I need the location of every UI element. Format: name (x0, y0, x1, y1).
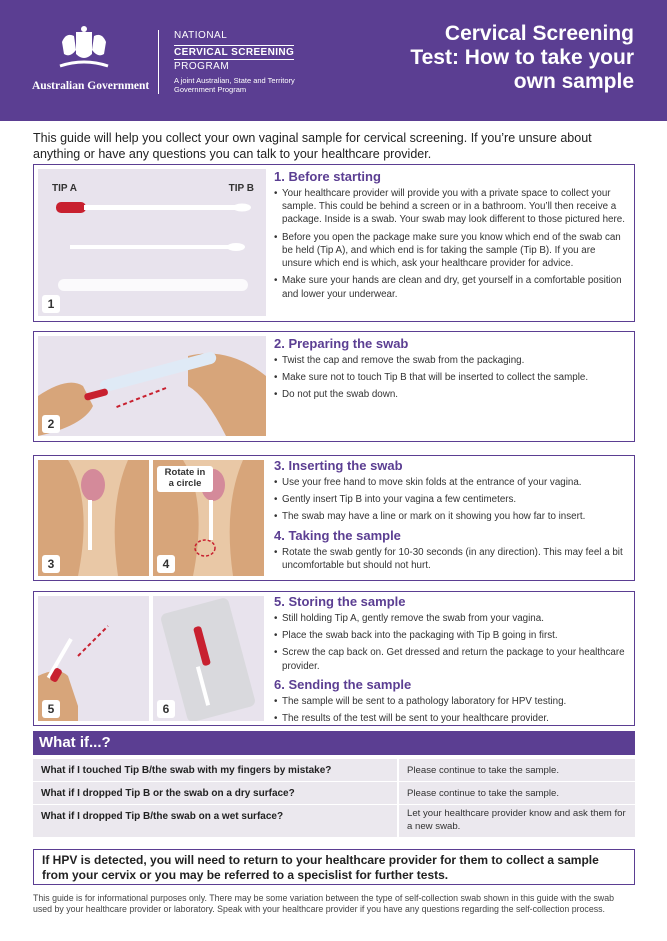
coat-of-arms-icon (54, 24, 114, 74)
page-title: Cervical Screening Test: How to take your own sample (410, 22, 634, 94)
whatif-heading: What if...? (33, 731, 635, 755)
step-5-6-panel (33, 591, 635, 726)
step-2-illustration (38, 336, 266, 436)
program-line-1: NATIONAL (174, 30, 228, 41)
step-5-bullet: • Still holding Tip A, gently remove the swab from your vagina. (274, 612, 626, 625)
step-5-heading: 5. Storing the sample (274, 594, 406, 609)
step-2-bullet: • Twist the cap and remove the swab from the packaging. (274, 354, 626, 367)
whatif-answer: Let your healthcare provider know and ask them for a new swab. (399, 805, 635, 837)
step-number-6: 6 (157, 700, 175, 718)
step-number-4: 4 (157, 555, 175, 573)
step-3-illustration (38, 460, 149, 576)
step-1-bullet: • Make sure your hands are clean and dry, get yourself in a comfortable position and lower your underwear. (274, 274, 626, 300)
step-5-illustration (38, 596, 149, 721)
step-6-illustration (153, 596, 264, 721)
step-number-1: 1 (42, 295, 60, 313)
disclaimer-footer: This guide is for informational purposes only. There may be some variation between the type of self-collection swab shown in this guide with the swab used by your healthcare provider or laboratory. Speak with your healthcare provider if you have any questions regarding the self-collection process. (33, 893, 615, 914)
whatif-row (33, 782, 635, 804)
page-header (0, 0, 667, 121)
step-2-text (274, 336, 626, 406)
step-6-heading: 6. Sending the sample (274, 676, 412, 692)
intro-text: This guide will help you collect your own vaginal sample for cervical screening. If you’re unsure about anything or have any questions you can talk to your healthcare provider. (33, 131, 592, 162)
step-number-2: 2 (42, 415, 60, 433)
step-3-4-text (274, 458, 626, 576)
step-number-5: 5 (42, 700, 60, 718)
step-4-bullet: • Rotate the swab gently for 10-30 seconds (in any direction). This may feel a bit uncomfortable but should not hurt. (274, 546, 626, 572)
tip-a-label: TIP A (52, 183, 78, 194)
program-line-2: CERVICAL SCREENING (174, 45, 294, 61)
whatif-question: What if I dropped Tip B/the swab on a wet surface? (33, 805, 397, 837)
program-logo (174, 30, 314, 94)
step-1-heading: 1. Before starting (274, 169, 381, 184)
step-1-illustration (38, 169, 266, 316)
step-2-heading: 2. Preparing the swab (274, 336, 409, 351)
whatif-question: What if I touched Tip B/the swab with my fingers by mistake? (33, 759, 397, 781)
hpv-notice: If HPV is detected, you will need to return to your healthcare provider for them to collect a sample from your cervix or you may be referred to a specislist for further tests. (33, 849, 635, 885)
whatif-row (33, 759, 635, 781)
government-label: Australian Government (32, 80, 150, 92)
step-4-illustration (153, 460, 264, 576)
program-line-4: A joint Australian, State and Territory Government Program (174, 75, 295, 94)
step-1-text (274, 169, 626, 305)
whatif-row (33, 805, 635, 837)
step-3-heading: 3. Inserting the swab (274, 458, 403, 473)
step-2-bullet: • Do not put the swab down. (274, 388, 626, 401)
swab-diagram (38, 169, 266, 316)
whatif-question: What if I dropped Tip B or the swab on a dry surface? (33, 782, 397, 804)
step-5-bullet: • Screw the cap back on. Get dressed and return the package to your healthcare provider. (274, 646, 626, 672)
step-6-bullet: • The results of the test will be sent to your healthcare provider. (274, 712, 626, 725)
step-5-bullet: • Place the swab back into the packaging with Tip B going in first. (274, 629, 626, 642)
header-divider (158, 30, 159, 94)
whatif-answer: Please continue to take the sample. (399, 759, 635, 781)
hands-swab-image (38, 336, 266, 436)
step-number-3: 3 (42, 555, 60, 573)
step-4-heading: 4. Taking the sample (274, 527, 401, 543)
whatif-answer: Please continue to take the sample. (399, 782, 635, 804)
step-3-bullet: • Gently insert Tip B into your vagina a few centimeters. (274, 493, 626, 506)
tip-b-label: TIP B (228, 183, 254, 194)
step-2-panel (33, 331, 635, 442)
rotate-label: Rotate in a circle (157, 466, 213, 492)
step-3-bullet: • Use your free hand to move skin folds at the entrance of your vagina. (274, 476, 626, 489)
step-1-bullet: • Before you open the package make sure you know which end of the swab can be held (Tip A), and which end is for taking the sample (Tip B). If you are unsure which end is which, ask your healthcare provider for advice. (274, 231, 626, 271)
program-line-3: PROGRAM (174, 61, 230, 72)
step-5-6-text (274, 594, 626, 729)
step-1-panel (33, 164, 635, 322)
step-3-4-panel (33, 455, 635, 581)
step-2-bullet: • Make sure not to touch Tip B that will be inserted to collect the sample. (274, 371, 626, 384)
step-3-bullet: • The swab may have a line or mark on it showing you how far to insert. (274, 510, 626, 523)
step-6-bullet: • The sample will be sent to a pathology laboratory for HPV testing. (274, 695, 626, 708)
step-1-bullet: • Your healthcare provider will provide you with a private space to collect your sample. This could be behind a screen or in a bathroom. You’ll then receive a package. Inside is a swab. Your swab may look different to those pictured here. (274, 187, 626, 227)
